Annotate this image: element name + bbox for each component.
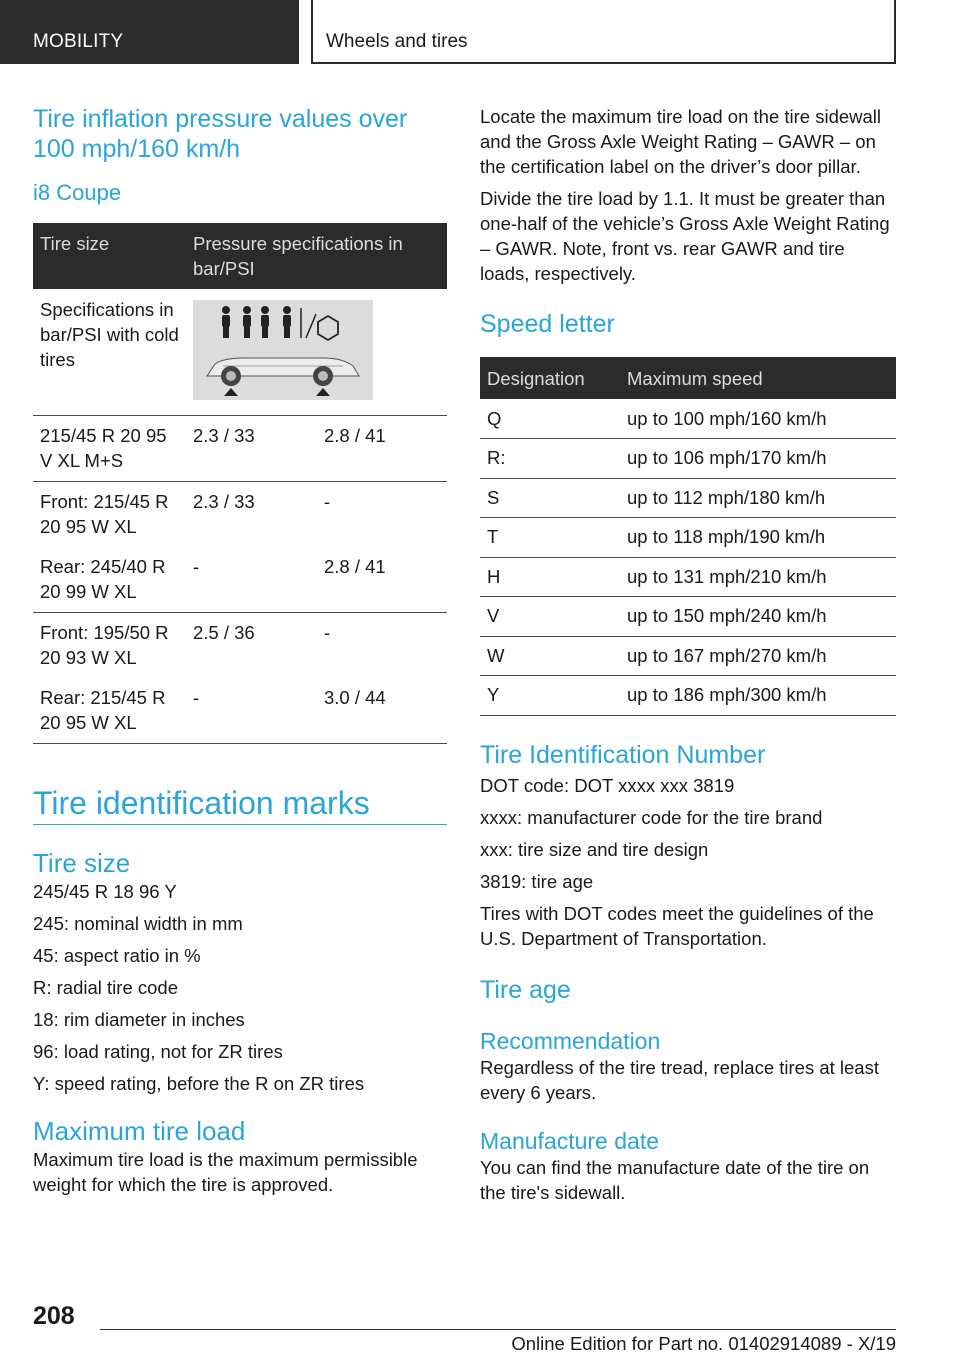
speed-cell: up to 167 mph/270 km/h bbox=[620, 636, 896, 676]
header-section-tab bbox=[0, 0, 299, 64]
tire-size-title: Tire size bbox=[33, 848, 131, 878]
designation-cell: Q bbox=[480, 399, 620, 439]
front-pressure-cell: 2.3 / 33 bbox=[186, 416, 317, 482]
vehicle-load-diagram-icon bbox=[193, 300, 373, 400]
tire-size-line: 45: aspect ratio in % bbox=[33, 945, 201, 966]
table-row bbox=[480, 439, 896, 479]
tire-size-lines bbox=[33, 879, 447, 1096]
header-designation: Designation bbox=[480, 357, 620, 399]
load-paragraph-1: Locate the maximum tire load on the tire sidewall and the Gross Axle Weight Rating – GAWR – on the certification label on the driver’s door pillar. bbox=[480, 106, 882, 177]
front-pressure-cell: 2.5 / 36 bbox=[193, 622, 255, 643]
tire-size-cell: Front: 195/50 R 20 93 W XL bbox=[40, 622, 169, 668]
pressure-title: Tire inflation pressure values over 100 mph/160 km/h bbox=[33, 105, 408, 163]
header-chapter-label: Wheels and tires bbox=[326, 31, 468, 52]
table-row bbox=[33, 678, 447, 744]
designation-cell: S bbox=[480, 478, 620, 518]
model-title: i8 Coupe bbox=[33, 180, 122, 205]
tin-line: xxxx: manufacturer code for the tire brand bbox=[480, 806, 823, 828]
header-tire-size: Tire size bbox=[33, 223, 186, 289]
tire-size-cell: Rear: 215/45 R 20 95 W XL bbox=[33, 678, 186, 744]
speed-cell: up to 131 mph/210 km/h bbox=[620, 557, 896, 597]
speed-cell: up to 100 mph/160 km/h bbox=[620, 399, 896, 439]
front-pressure-cell: - bbox=[186, 547, 317, 613]
speed-cell: up to 118 mph/190 km/h bbox=[620, 518, 896, 558]
table-row bbox=[33, 416, 447, 482]
speed-cell: up to 150 mph/240 km/h bbox=[620, 597, 896, 637]
table-row bbox=[33, 289, 447, 416]
table-row bbox=[480, 636, 896, 676]
left-column bbox=[33, 104, 447, 1197]
page-number: 208 bbox=[33, 1302, 75, 1330]
table-row bbox=[33, 547, 447, 613]
tire-size-line: Y: speed rating, before the R on ZR tires bbox=[33, 1073, 365, 1094]
tin-line: DOT code: DOT xxxx xxx 3819 bbox=[480, 774, 735, 796]
speed-cell: up to 186 mph/300 km/h bbox=[620, 676, 896, 716]
rear-pressure-cell: 3.0 / 44 bbox=[317, 678, 447, 744]
table-row bbox=[480, 676, 896, 716]
tire-age-title: Tire age bbox=[480, 975, 571, 1004]
manufacture-date-title: Manufacture date bbox=[480, 1127, 660, 1154]
table-row bbox=[480, 518, 896, 558]
rear-pressure-cell: 2.8 / 41 bbox=[317, 547, 447, 613]
front-pressure-cell: 2.3 / 33 bbox=[193, 491, 255, 512]
tire-size-line: R: radial tire code bbox=[33, 977, 178, 998]
designation-cell: Y bbox=[480, 676, 620, 716]
tin-title: Tire Identification Number bbox=[480, 740, 766, 769]
designation-cell: R: bbox=[480, 439, 620, 479]
header-section-label: MOBILITY bbox=[33, 31, 124, 52]
speed-table-header bbox=[480, 357, 896, 399]
tire-size-line: 245: nominal width in mm bbox=[33, 913, 243, 934]
speed-cell: up to 112 mph/180 km/h bbox=[620, 478, 896, 518]
marks-title: Tire identification marks bbox=[33, 784, 447, 825]
table-row bbox=[33, 613, 447, 679]
table-row bbox=[480, 597, 896, 637]
recommendation-title: Recommendation bbox=[480, 1027, 661, 1054]
max-load-text: Maximum tire load is the maximum permissible weight for which the tire is approved. bbox=[33, 1149, 418, 1195]
speed-cell: up to 106 mph/170 km/h bbox=[620, 439, 896, 479]
tin-line: xxx: tire size and tire design bbox=[480, 838, 709, 860]
right-column bbox=[480, 104, 896, 1205]
tire-size-line: 96: load rating, not for ZR tires bbox=[33, 1041, 283, 1062]
footer-edition: Online Edition for Part no. 01402914089 - X/19 bbox=[511, 1333, 896, 1354]
table-row bbox=[480, 478, 896, 518]
designation-cell: W bbox=[480, 636, 620, 676]
max-load-title: Maximum tire load bbox=[33, 1116, 246, 1146]
spec-label: Specifications in bar/PSI with cold tires bbox=[33, 289, 186, 416]
tire-size-cell: Front: 215/45 R 20 95 W XL bbox=[40, 491, 169, 537]
tin-note: Tires with DOT codes meet the guidelines of the U.S. Department of Transportation. bbox=[480, 902, 874, 949]
load-paragraph-2: Divide the tire load by 1.1. It must be greater than one-half of the vehicle’s Gross Axle Weight Rating – GAWR. Note, front vs. rear GAWR and tire loads, respectively. bbox=[480, 188, 890, 284]
tire-size-cell: Rear: 245/40 R 20 99 W XL bbox=[33, 547, 186, 613]
table-row bbox=[480, 557, 896, 597]
tire-size-line: 245/45 R 18 96 Y bbox=[33, 881, 177, 902]
speed-table bbox=[480, 357, 896, 716]
load-diagram-cell bbox=[186, 289, 447, 416]
rear-pressure-cell: 2.8 / 41 bbox=[317, 416, 447, 482]
pressure-table bbox=[33, 223, 447, 744]
pressure-table-header bbox=[33, 223, 447, 289]
tin-line: 3819: tire age bbox=[480, 870, 594, 892]
recommendation-text: Regardless of the tire tread, replace tires at least every 6 years. bbox=[480, 1056, 879, 1103]
tire-size-line: 18: rim diameter in inches bbox=[33, 1009, 245, 1030]
header-chapter-tab bbox=[311, 0, 896, 64]
speed-letter-title: Speed letter bbox=[480, 310, 615, 338]
table-row bbox=[33, 482, 447, 548]
table-row bbox=[480, 399, 896, 439]
tin-lines bbox=[480, 773, 896, 951]
designation-cell: T bbox=[480, 518, 620, 558]
manufacture-date-text: You can find the manufacture date of the tire on the tire's sidewall. bbox=[480, 1156, 870, 1203]
footer-divider bbox=[100, 1329, 896, 1330]
rear-pressure-cell: - bbox=[324, 622, 331, 643]
designation-cell: H bbox=[480, 557, 620, 597]
rear-pressure-cell: - bbox=[324, 491, 331, 512]
tire-size-cell: 215/45 R 20 95 V XL M+S bbox=[33, 416, 186, 482]
front-pressure-cell: - bbox=[186, 678, 317, 744]
header-pressure-spec: Pressure specifications in bar/PSI bbox=[186, 223, 447, 289]
designation-cell: V bbox=[480, 597, 620, 637]
header-max-speed: Maximum speed bbox=[620, 357, 896, 399]
